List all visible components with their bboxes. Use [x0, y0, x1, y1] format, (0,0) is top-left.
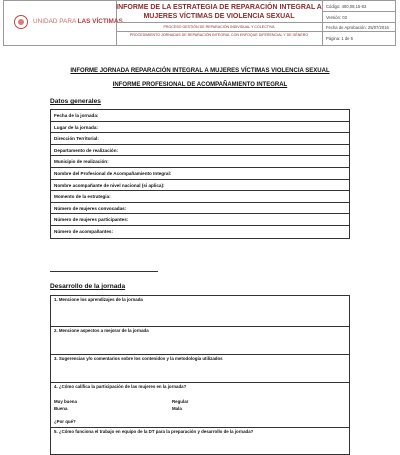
header-version: Versión: 03	[323, 12, 395, 23]
sub-title: INFORME PROFESIONAL DE ACOMPAÑAMIENTO INTEGRAL	[112, 82, 288, 88]
field-direccion-territorial[interactable]: Dirección Territorial:	[51, 133, 349, 145]
question-2: 2. Mencione aspectos a mejorar de la jornada	[51, 326, 349, 335]
option-regular[interactable]: Regular	[172, 399, 189, 404]
field-momento-estrategia[interactable]: Momento de la estrategia:	[51, 191, 349, 203]
logo-emblem-icon	[14, 15, 28, 29]
general-data-form	[50, 109, 350, 239]
field-acompanantes[interactable]: Número de acompañantes:	[54, 228, 113, 234]
field-departamento[interactable]: Departamento de realización:	[51, 145, 349, 157]
field-lugar[interactable]: Lugar de la jornada:	[51, 122, 349, 134]
logo-text-bold: LAS VÍCTIMAS	[77, 18, 123, 25]
field-profesional[interactable]: Nombre del Profesional de Acompañamiento Integral:	[51, 168, 349, 180]
field-acompanante-nacional[interactable]: Nombre acompañante de nivel nacional (si aplica):	[51, 180, 349, 192]
document-header	[3, 0, 396, 46]
option-mala[interactable]: Mala	[172, 406, 182, 411]
question-3: 3. Sugerencias y/o comentarios sobre los contenidos y la metodología utilizados	[51, 354, 349, 363]
question-4: 4. ¿Cómo califica la participación de las mujeres en la jornada?	[51, 382, 349, 391]
header-process: PROCESO GESTIÓN DE REPARACIÓN INDIVIDUAL Y COLECTIVA	[116, 23, 323, 32]
logo-text-prefix: UNIDAD PARA	[33, 18, 78, 25]
main-title: INFORME JORNADA REPARACIÓN INTEGRAL A MUJERES VÍCTIMAS VIOLENCIA SEXUAL	[70, 68, 330, 74]
field-mujeres-participantes[interactable]: Número de mujeres participantes:	[51, 214, 349, 226]
section-divider	[50, 271, 158, 272]
field-fecha[interactable]: Fecha de la jornada:	[51, 110, 349, 122]
field-mujeres-convocadas[interactable]: Número de mujeres convocadas:	[51, 203, 349, 215]
header-title: INFORME DE LA ESTRATEGIA DE REPARACIÓN INTEGRAL A MUJERES VÍCTIMAS DE VIOLENCIA SEXUAL	[116, 1, 323, 23]
header-procedure: PROCEDIMIENTO JORNADAS DE REPARACIÓN INTEGRAL CON ENFOQUE DIFERENCIAL Y DE GÉNERO	[116, 32, 323, 45]
question-5: 5. ¿Cómo funciona el trabajo en equipo de la DT para la preparación y desarrollo de la jornada?	[51, 427, 349, 436]
header-page-number: Página: 1 de 5	[326, 36, 354, 41]
logo-cell	[4, 1, 123, 45]
development-heading: Desarrollo de la jornada	[50, 283, 126, 290]
header-approval-date: Fecha de Aprobación: 25/07/2016	[323, 23, 395, 32]
header-code: Código: 400,08,15-83	[323, 1, 395, 12]
why-label: ¿Por qué?	[54, 419, 76, 424]
option-muy-buena[interactable]: Muy buena	[54, 399, 77, 404]
development-table	[50, 295, 350, 455]
field-municipio[interactable]: Municipio de realización:	[51, 156, 349, 168]
general-data-heading: Datos generales	[50, 98, 101, 105]
question-1: 1. Mencione los aprendizajes de la jornada	[54, 297, 143, 302]
option-buena[interactable]: Buena	[54, 406, 68, 411]
